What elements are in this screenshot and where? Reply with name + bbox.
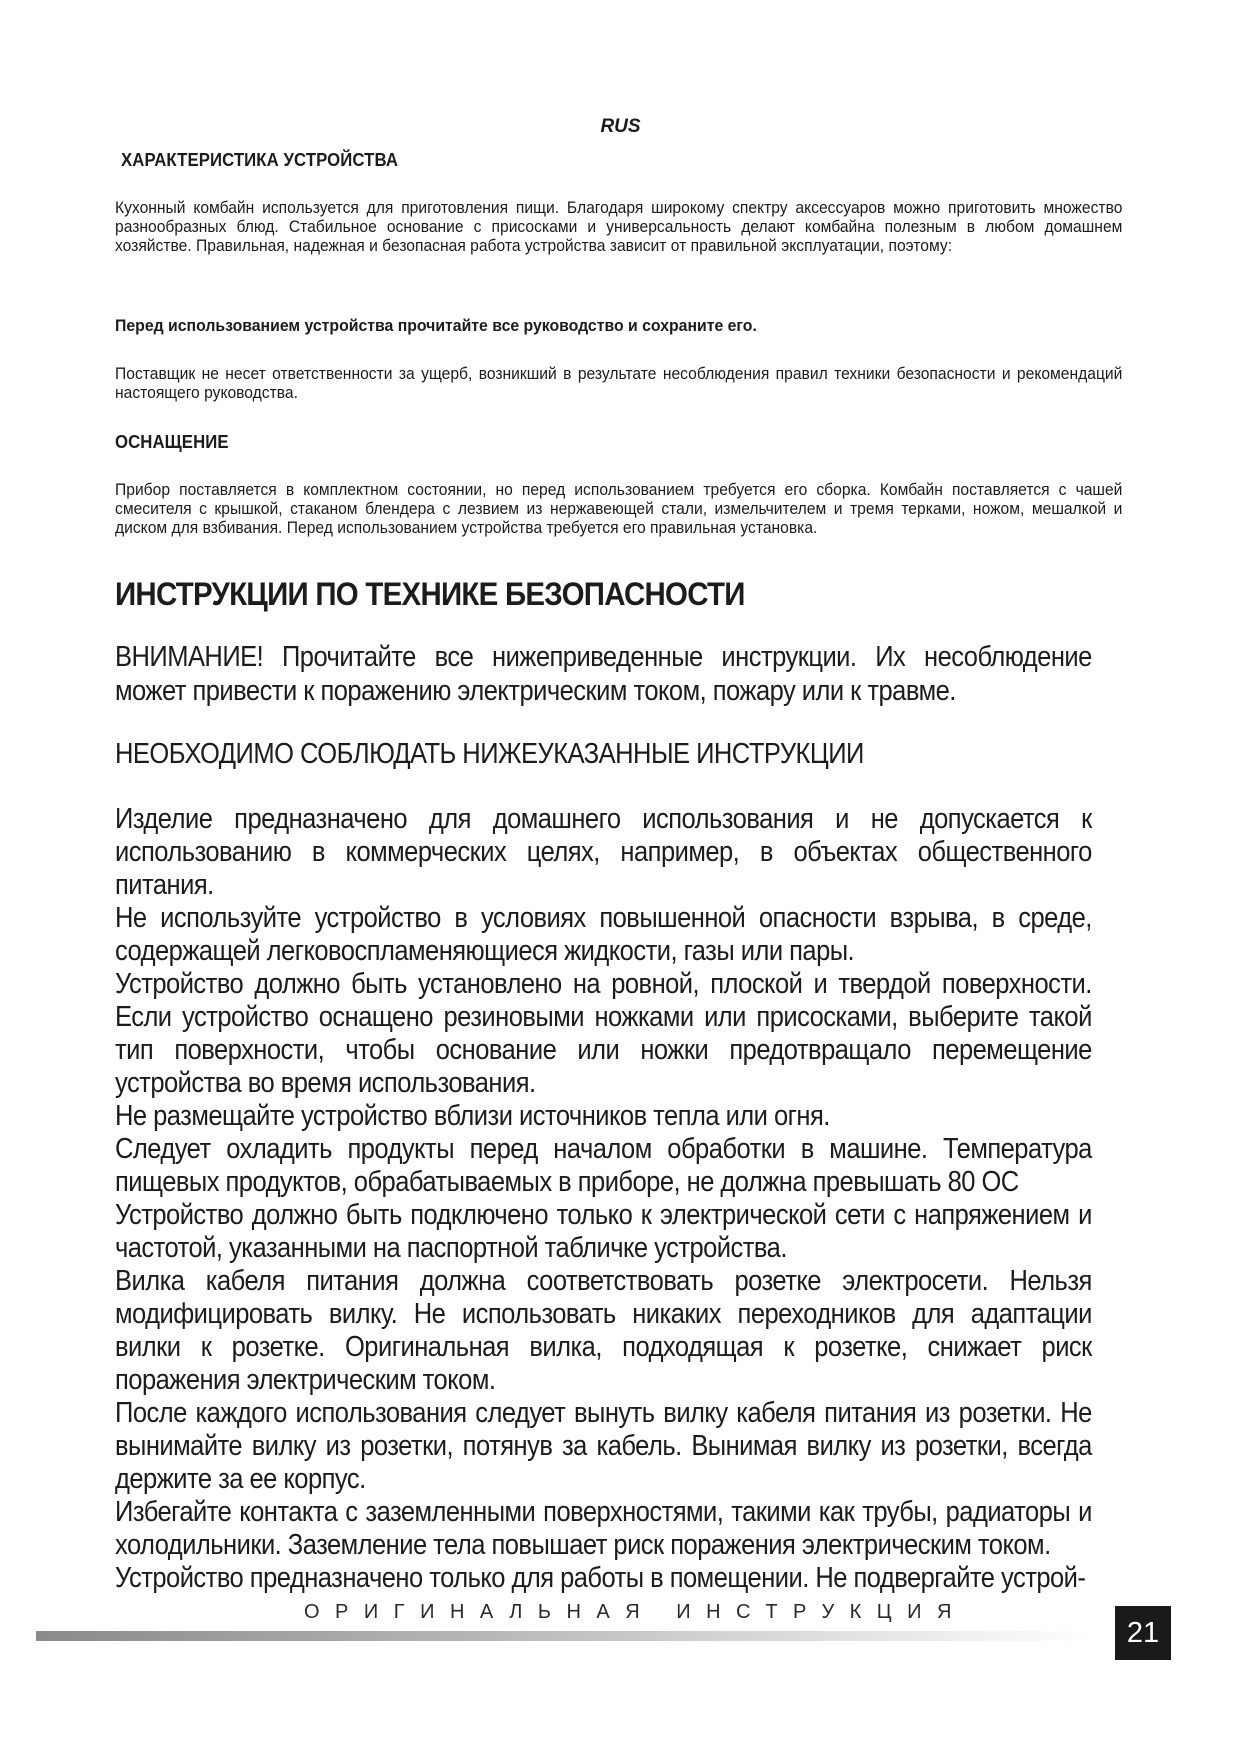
instruction-item: Устройство должно быть подключено только к электрической сети с напряжением и частотой, указанными на паспортной табличке устройства. (115, 1199, 1092, 1264)
read-manual-note: Перед использованием устройства прочитайте все руководство и сохраните его. (115, 316, 757, 335)
instruction-item: Вилка кабеля питания должна соответствовать розетке электросети. Нельзя модифицировать вилку. Не использовать никаких переходников для адаптации вилки к розетке. Оригинальная вилка, подходящая к розетке, снижает риск поражения электрическим током. (115, 1265, 1092, 1396)
liability-text: Поставщик не несет ответственности за ущерб, возникший в результате несоблюдения правил техники безопасности и рекомендаций настоящего руководства. (115, 364, 1123, 402)
instruction-item: Устройство предназначено только для работы в помещении. Не подвергайте устрой- (115, 1562, 1086, 1594)
instruction-item: Избегайте контакта с заземленными поверхностями, такими как трубы, радиаторы и холодильники. Заземление тела повышает риск поражения электрическим током. (115, 1496, 1092, 1561)
safety-subheading: НЕОБХОДИМО СОБЛЮДАТЬ НИЖЕУКАЗАННЫЕ ИНСТРУКЦИИ (115, 738, 864, 770)
instruction-item: После каждого использования следует вынуть вилку кабеля питания из розетки. Не вынимайте вилку из розетки, потянув за кабель. Вынимая вилку из розетки, всегда держите за ее корпус. (115, 1397, 1092, 1495)
safety-instructions (115, 803, 1092, 1595)
equipment-heading: ОСНАЩЕНИЕ (115, 432, 229, 452)
equipment-text: Прибор поставляется в комплектном состоянии, но перед использованием требуется его сборка. Комбайн поставляется с чашей смесителя с крышкой, стаканом блендера с лезвием из нержавеющей стали, измельчителем и тремя терками, ножом, мешалкой и диском для взбивания. Перед использованием устройства требуется его правильная установка. (115, 480, 1123, 537)
safety-heading: ИНСТРУКЦИИ ПО ТЕХНИКЕ БЕЗОПАСНОСТИ (115, 576, 745, 612)
page-number: 21 (1115, 1606, 1171, 1660)
instruction-item: Не размещайте устройство вблизи источников тепла или огня. (115, 1100, 830, 1132)
instruction-item: Следует охладить продукты перед началом обработки в машине. Температура пищевых продуктов, обрабатываемых в приборе, не должна превышать 80 ОС (115, 1133, 1092, 1198)
instruction-item: Изделие предназначено для домашнего использования и не допускается к использованию в коммерческих целях, например, в объектах общественного питания. (115, 803, 1092, 901)
footer-gradient-bar (36, 1631, 1096, 1641)
instruction-item: Устройство должно быть установлено на ровной, плоской и твердой поверхности. Если устройство оснащено резиновыми ножками или присосками, выберите такой тип поверхности, чтобы основание или ножки предотвращало перемещение устройства во время использования. (115, 968, 1092, 1099)
footer-label: ОРИГИНАЛЬНАЯ ИНСТРУКЦИЯ (304, 1601, 967, 1623)
instruction-item: Не используйте устройство в условиях повышенной опасности взрыва, в среде, содержащей легковоспламеняющиеся жидкости, газы или пары. (115, 902, 1092, 967)
language-label: RUS (600, 116, 641, 137)
characteristics-heading: ХАРАКТЕРИСТИКА УСТРОЙСТВА (121, 150, 399, 170)
characteristics-text: Кухонный комбайн используется для приготовления пищи. Благодаря широкому спектру аксессуаров можно приготовить множество разнообразных блюд. Стабильное основание с присосками и универсальность делают комбайна полезным в любом домашнем хозяйстве. Правильная, надежная и безопасная работа устройства зависит от правильной эксплуатации, поэтому: (115, 198, 1123, 255)
safety-warning: ВНИМАНИЕ! Прочитайте все нижеприведенные инструкции. Их несоблюдение может привести к поражению электрическим током, пожару или к травме. (115, 641, 1092, 707)
